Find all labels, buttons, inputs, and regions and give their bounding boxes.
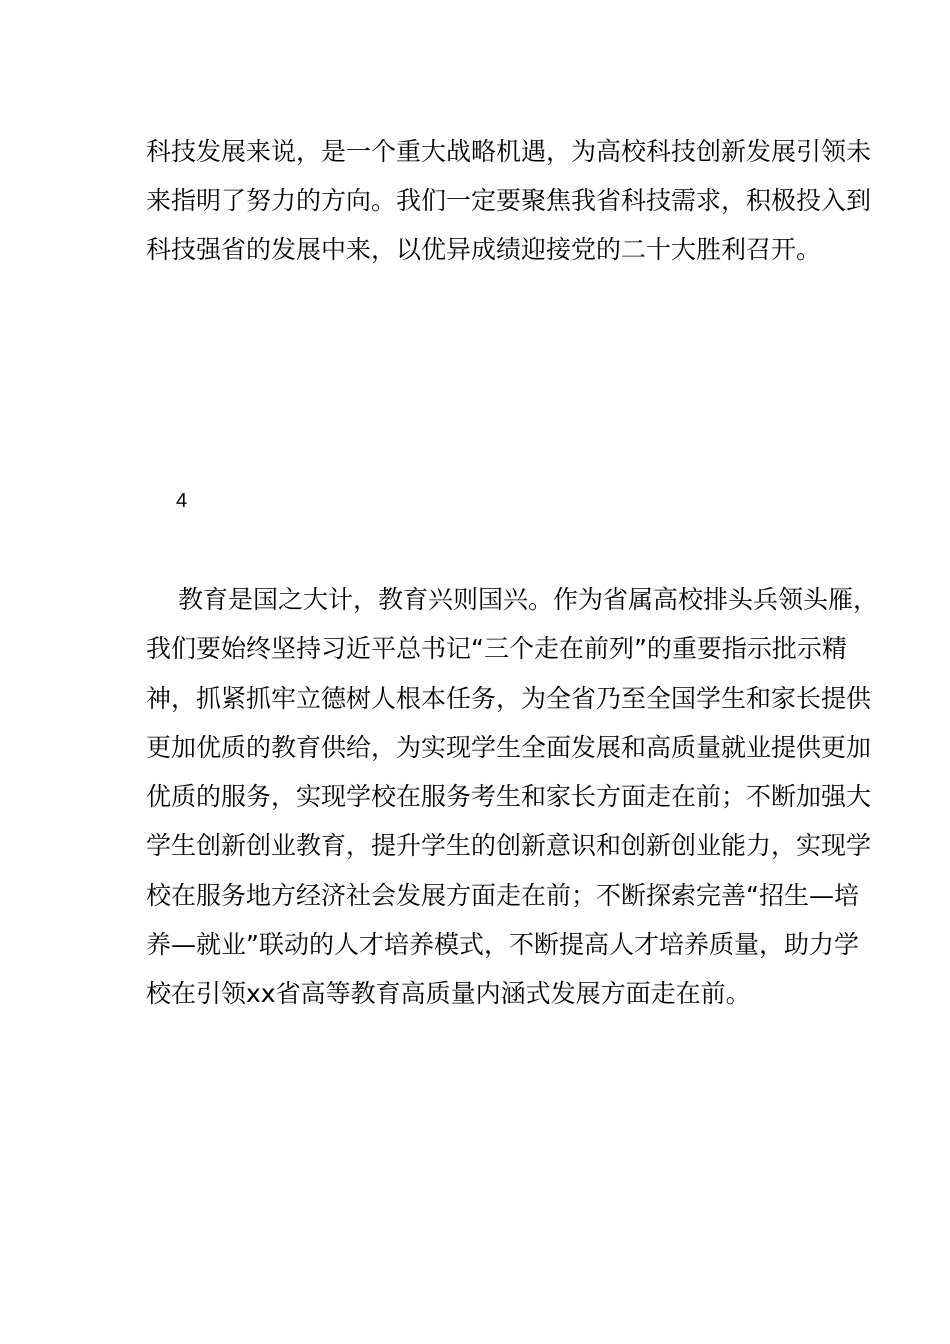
- text-line: 更加优质的教育供给，为实现学生全面发展和高质量就业提供更加: [146, 733, 872, 762]
- text-line: 教育是国之大计，教育兴则国兴。作为省属高校排头兵领头雁，: [178, 585, 879, 614]
- section-number: 4: [176, 490, 188, 512]
- text-line: 科技发展来说，是一个重大战略机遇，为高校科技创新发展引领未: [146, 137, 872, 166]
- text-line: 科技强省的发展中来，以优异成绩迎接党的二十大胜利召开。: [146, 235, 822, 264]
- text-line: 优质的服务，实现学校在服务考生和家长方面走在前；不断加强大: [146, 782, 872, 811]
- text-line: 校在引领xx省高等教育高质量内涵式发展方面走在前。: [146, 979, 751, 1008]
- text-line: 神，抓紧抓牢立德树人根本任务，为全省乃至全国学生和家长提供: [146, 684, 872, 713]
- text-line: 来指明了努力的方向。我们一定要聚焦我省科技需求，积极投入到: [146, 186, 872, 215]
- text-line: 养—就业”联动的人才培养模式，不断提高人才培养质量，助力学: [146, 930, 859, 959]
- text-line: 我们要始终坚持习近平总书记“三个走在前列”的重要指示批示精: [146, 634, 847, 663]
- text-line: 校在服务地方经济社会发展方面走在前；不断探索完善“招生—培: [146, 881, 859, 910]
- text-line: 学生创新创业教育，提升学生的创新意识和创新创业能力，实现学: [146, 831, 872, 860]
